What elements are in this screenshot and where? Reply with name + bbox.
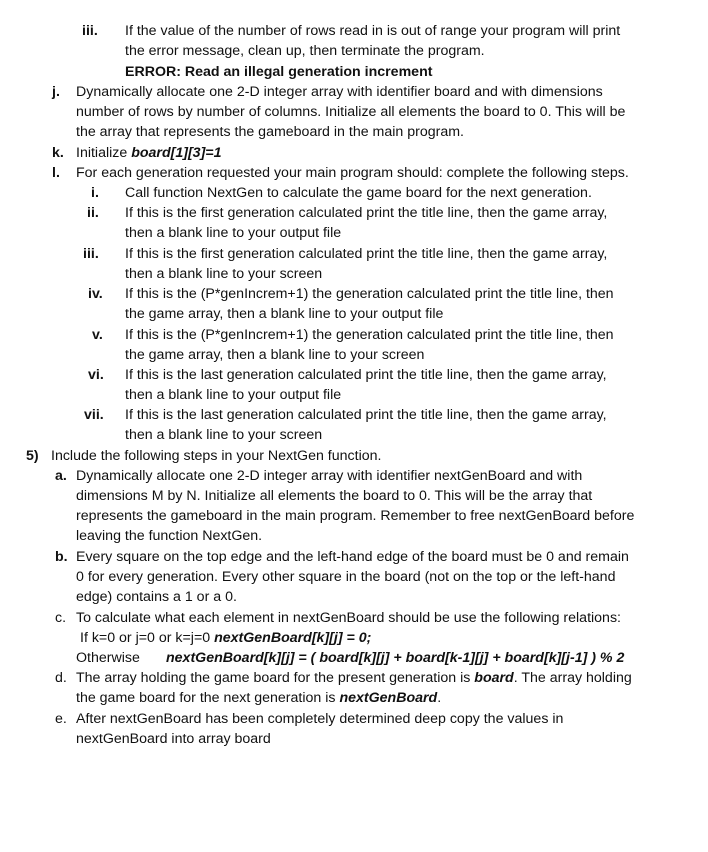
step-vi-line-2: then a blank line to your output file <box>125 387 342 403</box>
item-l-text: For each generation requested your main program should: complete the following steps. <box>76 165 629 181</box>
item-5d-line-2-text: the game board for the next generation is <box>76 690 340 706</box>
step-v-marker: v. <box>92 327 103 343</box>
item-5c-text: To calculate what each element in nextGenBoard should be use the following relations: <box>76 610 621 626</box>
item-5d-nextgen-code: nextGenBoard <box>339 690 438 706</box>
step-iii-marker: iii. <box>83 246 99 262</box>
item-iii-line-1: If the value of the number of rows read in is out of range your program will print <box>125 23 621 39</box>
step-iii-line-1: If this is the first generation calculated print the title line, then the game array, <box>125 246 608 262</box>
item-5b-line-3: edge) contains a 1 or a 0. <box>76 589 237 605</box>
item-j-line-1: Dynamically allocate one 2-D integer array with identifier board and with dimensions <box>76 84 603 100</box>
step-iii-line-2: then a blank line to your screen <box>125 266 323 282</box>
item-5d-line-2-end: . <box>437 690 442 706</box>
item-5b-marker: b. <box>55 549 68 565</box>
step-i-marker: i. <box>91 185 99 201</box>
item-5d-line-1 <box>76 668 632 688</box>
item-5c-rule-1 <box>80 628 371 648</box>
step-vi-marker: vi. <box>88 367 104 383</box>
item-5e-line-1: After nextGenBoard has been completely determined deep copy the values in <box>76 711 564 727</box>
step-ii-line-1: If this is the first generation calculated print the title line, then the game array, <box>125 205 608 221</box>
item-iii-line-2: the error message, clean up, then terminate the program. <box>125 43 485 59</box>
item-k-marker: k. <box>52 145 64 161</box>
item-k-code: board[1][3]=1 <box>131 145 222 161</box>
item-5e-marker: e. <box>55 711 67 727</box>
item-5d-line-1-text: The array holding the game board for the present generation is <box>76 670 475 686</box>
item-iii-marker: iii. <box>82 23 98 39</box>
item-5a-line-2: dimensions M by N. Initialize all elements the board to 0. This will be the array that <box>76 488 593 504</box>
error-message: ERROR: Read an illegal generation increment <box>125 64 433 80</box>
step-vi-line-1: If this is the last generation calculated print the title line, then the game array, <box>125 367 607 383</box>
item-k-line <box>76 143 221 163</box>
step-vii-line-2: then a blank line to your screen <box>125 427 323 443</box>
item-j-line-2: number of rows by number of columns. Initialize all elements the board to 0. This will be <box>76 104 626 120</box>
item-5d-marker: d. <box>55 670 67 686</box>
item-j-marker: j. <box>52 84 60 100</box>
step-ii-line-2: then a blank line to your output file <box>125 225 342 241</box>
step-iv-line-1: If this is the (P*genIncrem+1) the generation calculated print the title line, then <box>125 286 614 302</box>
item-5a-line-1: Dynamically allocate one 2-D integer array with identifier nextGenBoard and with <box>76 468 583 484</box>
rule-1-code: nextGenBoard[k][j] = 0; <box>214 630 372 646</box>
item-k-prefix: Initialize <box>76 145 132 161</box>
item-5c-marker: c. <box>55 610 67 626</box>
step-iv-marker: iv. <box>88 286 103 302</box>
step-vii-line-1: If this is the last generation calculated print the title line, then the game array, <box>125 407 607 423</box>
item-5b-line-1: Every square on the top edge and the left-hand edge of the board must be 0 and remain <box>76 549 629 565</box>
item-5d-line-2 <box>76 688 441 708</box>
section-5-text: Include the following steps in your NextGen function. <box>51 448 382 464</box>
step-v-line-2: the game array, then a blank line to your screen <box>125 347 425 363</box>
item-5d-line-1-end: . The array holding <box>513 670 632 686</box>
step-i-line-1: Call function NextGen to calculate the game board for the next generation. <box>125 185 592 201</box>
step-v-line-1: If this is the (P*genIncrem+1) the generation calculated print the title line, then <box>125 327 614 343</box>
item-5c-rule-2-code: nextGenBoard[k][j] = ( board[k][j] + board[k-1][j] + board[k][j-1] ) % 2 <box>166 650 625 666</box>
item-5c-rule-2-label: Otherwise <box>76 650 140 666</box>
item-l-marker: l. <box>52 165 60 181</box>
item-5d-board-code: board <box>474 670 514 686</box>
item-5a-line-4: leaving the function NextGen. <box>76 528 263 544</box>
rule-1-condition: If k=0 or j=0 or k=j=0 <box>80 630 215 646</box>
item-5b-line-2: 0 for every generation. Every other square in the board (not on the top or the left-hand <box>76 569 616 585</box>
step-iv-line-2: the game array, then a blank line to your output file <box>125 306 444 322</box>
item-5a-marker: a. <box>55 468 67 484</box>
step-vii-marker: vii. <box>84 407 104 423</box>
section-5-marker: 5) <box>26 448 39 464</box>
item-j-line-3: the array that represents the gameboard in the main program. <box>76 124 465 140</box>
item-5e-line-2: nextGenBoard into array board <box>76 731 271 747</box>
item-5a-line-3: represents the gameboard in the main program. Remember to free nextGenBoard before <box>76 508 635 524</box>
step-ii-marker: ii. <box>87 205 99 221</box>
